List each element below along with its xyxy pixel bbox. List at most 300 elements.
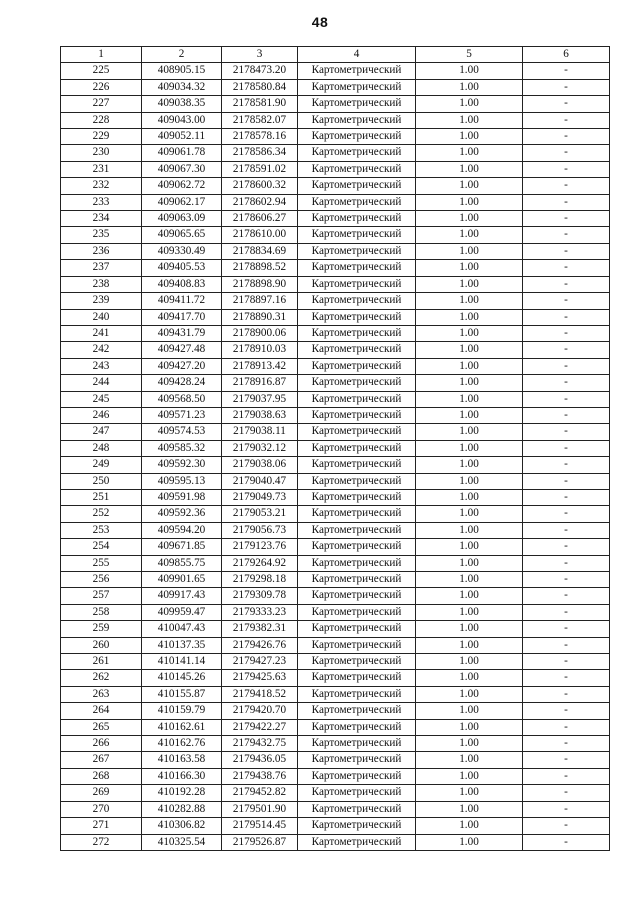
table-row [61,654,610,670]
description-cell: - [523,194,610,210]
point-number-cell: 237 [61,260,142,276]
y-coordinate-cell: 2179501.90 [222,801,298,817]
description-cell: - [523,703,610,719]
description-cell: - [523,178,610,194]
description-cell: - [523,325,610,341]
method-cell: Картометрический [298,703,416,719]
x-coordinate-cell: 410192.28 [142,785,222,801]
accuracy-cell: 1.00 [416,63,523,79]
y-coordinate-cell: 2179422.27 [222,719,298,735]
y-coordinate-cell: 2178591.02 [222,161,298,177]
method-cell: Картометрический [298,342,416,358]
accuracy-cell: 1.00 [416,719,523,735]
method-cell: Картометрический [298,654,416,670]
method-cell: Картометрический [298,309,416,325]
method-cell: Картометрический [298,522,416,538]
table-row [61,801,610,817]
y-coordinate-cell: 2179420.70 [222,703,298,719]
table-row [61,736,610,752]
method-cell: Картометрический [298,440,416,456]
accuracy-cell: 1.00 [416,457,523,473]
description-cell: - [523,227,610,243]
method-cell: Картометрический [298,818,416,834]
table-row [61,621,610,637]
method-cell: Картометрический [298,178,416,194]
method-cell: Картометрический [298,506,416,522]
description-cell: - [523,276,610,292]
x-coordinate-cell: 409591.98 [142,489,222,505]
point-number-cell: 245 [61,391,142,407]
accuracy-cell: 1.00 [416,670,523,686]
accuracy-cell: 1.00 [416,621,523,637]
point-number-cell: 266 [61,736,142,752]
method-cell: Картометрический [298,588,416,604]
x-coordinate-cell: 409330.49 [142,243,222,259]
y-coordinate-cell: 2179425.63 [222,670,298,686]
description-cell: - [523,719,610,735]
x-coordinate-cell: 410325.54 [142,834,222,850]
x-coordinate-cell: 409855.75 [142,555,222,571]
point-number-cell: 241 [61,325,142,341]
column-header: 3 [222,47,298,63]
method-cell: Картометрический [298,276,416,292]
point-number-cell: 240 [61,309,142,325]
x-coordinate-cell: 409917.43 [142,588,222,604]
method-cell: Картометрический [298,768,416,784]
column-header: 1 [61,47,142,63]
x-coordinate-cell: 409428.24 [142,375,222,391]
description-cell: - [523,604,610,620]
point-number-cell: 225 [61,63,142,79]
point-number-cell: 262 [61,670,142,686]
y-coordinate-cell: 2179436.05 [222,752,298,768]
description-cell: - [523,834,610,850]
point-number-cell: 257 [61,588,142,604]
accuracy-cell: 1.00 [416,260,523,276]
accuracy-cell: 1.00 [416,276,523,292]
y-coordinate-cell: 2178900.06 [222,325,298,341]
table-row [61,768,610,784]
x-coordinate-cell: 410159.79 [142,703,222,719]
y-coordinate-cell: 2178898.52 [222,260,298,276]
description-cell: - [523,161,610,177]
point-number-cell: 250 [61,473,142,489]
x-coordinate-cell: 409571.23 [142,407,222,423]
point-number-cell: 244 [61,375,142,391]
x-coordinate-cell: 409065.65 [142,227,222,243]
accuracy-cell: 1.00 [416,637,523,653]
y-coordinate-cell: 2178602.94 [222,194,298,210]
description-cell: - [523,63,610,79]
accuracy-cell: 1.00 [416,440,523,456]
y-coordinate-cell: 2178913.42 [222,358,298,374]
accuracy-cell: 1.00 [416,178,523,194]
y-coordinate-cell: 2178578.16 [222,129,298,145]
description-cell: - [523,358,610,374]
x-coordinate-cell: 409052.11 [142,129,222,145]
description-cell: - [523,539,610,555]
x-coordinate-cell: 410282.88 [142,801,222,817]
accuracy-cell: 1.00 [416,243,523,259]
point-number-cell: 252 [61,506,142,522]
table-row [61,129,610,145]
method-cell: Картометрический [298,719,416,735]
description-cell: - [523,506,610,522]
y-coordinate-cell: 2179038.06 [222,457,298,473]
x-coordinate-cell: 409595.13 [142,473,222,489]
table-row [61,211,610,227]
accuracy-cell: 1.00 [416,79,523,95]
accuracy-cell: 1.00 [416,818,523,834]
y-coordinate-cell: 2179427.23 [222,654,298,670]
y-coordinate-cell: 2179037.95 [222,391,298,407]
method-cell: Картометрический [298,375,416,391]
method-cell: Картометрический [298,801,416,817]
table-row [61,161,610,177]
column-header: 5 [416,47,523,63]
method-cell: Картометрический [298,473,416,489]
accuracy-cell: 1.00 [416,654,523,670]
y-coordinate-cell: 2179514.45 [222,818,298,834]
y-coordinate-cell: 2179032.12 [222,440,298,456]
description-cell: - [523,588,610,604]
y-coordinate-cell: 2179438.76 [222,768,298,784]
table-header [61,47,610,63]
accuracy-cell: 1.00 [416,96,523,112]
point-number-cell: 249 [61,457,142,473]
table-row [61,325,610,341]
method-cell: Картометрический [298,325,416,341]
header-row [61,47,610,63]
table-row [61,588,610,604]
x-coordinate-cell: 409427.48 [142,342,222,358]
y-coordinate-cell: 2178610.00 [222,227,298,243]
point-number-cell: 226 [61,79,142,95]
method-cell: Картометрический [298,736,416,752]
method-cell: Картометрический [298,686,416,702]
y-coordinate-cell: 2179053.21 [222,506,298,522]
accuracy-cell: 1.00 [416,145,523,161]
table-row [61,440,610,456]
method-cell: Картометрический [298,752,416,768]
method-cell: Картометрический [298,407,416,423]
description-cell: - [523,407,610,423]
description-cell: - [523,768,610,784]
x-coordinate-cell: 409568.50 [142,391,222,407]
accuracy-cell: 1.00 [416,555,523,571]
x-coordinate-cell: 409405.53 [142,260,222,276]
x-coordinate-cell: 409062.72 [142,178,222,194]
point-number-cell: 272 [61,834,142,850]
point-number-cell: 238 [61,276,142,292]
accuracy-cell: 1.00 [416,424,523,440]
table-row [61,260,610,276]
table-row [61,358,610,374]
point-number-cell: 231 [61,161,142,177]
description-cell: - [523,293,610,309]
accuracy-cell: 1.00 [416,736,523,752]
point-number-cell: 254 [61,539,142,555]
x-coordinate-cell: 409067.30 [142,161,222,177]
x-coordinate-cell: 410162.61 [142,719,222,735]
accuracy-cell: 1.00 [416,129,523,145]
y-coordinate-cell: 2178834.69 [222,243,298,259]
y-coordinate-cell: 2179432.75 [222,736,298,752]
x-coordinate-cell: 410162.76 [142,736,222,752]
description-cell: - [523,375,610,391]
x-coordinate-cell: 408905.15 [142,63,222,79]
table-row [61,96,610,112]
y-coordinate-cell: 2179333.23 [222,604,298,620]
y-coordinate-cell: 2179298.18 [222,572,298,588]
point-number-cell: 271 [61,818,142,834]
y-coordinate-cell: 2179426.76 [222,637,298,653]
table-row [61,555,610,571]
accuracy-cell: 1.00 [416,391,523,407]
method-cell: Картометрический [298,211,416,227]
table-row [61,178,610,194]
x-coordinate-cell: 409061.78 [142,145,222,161]
table-row [61,424,610,440]
method-cell: Картометрический [298,834,416,850]
y-coordinate-cell: 2178606.27 [222,211,298,227]
method-cell: Картометрический [298,424,416,440]
accuracy-cell: 1.00 [416,375,523,391]
table-row [61,391,610,407]
x-coordinate-cell: 409592.30 [142,457,222,473]
y-coordinate-cell: 2179038.11 [222,424,298,440]
x-coordinate-cell: 409574.53 [142,424,222,440]
accuracy-cell: 1.00 [416,407,523,423]
point-number-cell: 232 [61,178,142,194]
accuracy-cell: 1.00 [416,161,523,177]
y-coordinate-cell: 2179526.87 [222,834,298,850]
method-cell: Картометрический [298,293,416,309]
y-coordinate-cell: 2178581.90 [222,96,298,112]
x-coordinate-cell: 409408.83 [142,276,222,292]
method-cell: Картометрический [298,112,416,128]
description-cell: - [523,801,610,817]
table-row [61,489,610,505]
x-coordinate-cell: 409431.79 [142,325,222,341]
description-cell: - [523,440,610,456]
method-cell: Картометрический [298,227,416,243]
y-coordinate-cell: 2178586.34 [222,145,298,161]
accuracy-cell: 1.00 [416,211,523,227]
x-coordinate-cell: 409062.17 [142,194,222,210]
description-cell: - [523,686,610,702]
table-row [61,276,610,292]
point-number-cell: 230 [61,145,142,161]
method-cell: Картометрический [298,129,416,145]
description-cell: - [523,752,610,768]
description-cell: - [523,621,610,637]
point-number-cell: 256 [61,572,142,588]
point-number-cell: 263 [61,686,142,702]
method-cell: Картометрический [298,194,416,210]
point-number-cell: 264 [61,703,142,719]
table-row [61,457,610,473]
coordinates-table [60,46,610,851]
point-number-cell: 258 [61,604,142,620]
description-cell: - [523,522,610,538]
column-header: 6 [523,47,610,63]
description-cell: - [523,736,610,752]
column-header: 4 [298,47,416,63]
description-cell: - [523,489,610,505]
point-number-cell: 265 [61,719,142,735]
accuracy-cell: 1.00 [416,293,523,309]
method-cell: Картометрический [298,489,416,505]
accuracy-cell: 1.00 [416,522,523,538]
point-number-cell: 270 [61,801,142,817]
x-coordinate-cell: 410137.35 [142,637,222,653]
description-cell: - [523,96,610,112]
accuracy-cell: 1.00 [416,342,523,358]
x-coordinate-cell: 409959.47 [142,604,222,620]
method-cell: Картометрический [298,539,416,555]
description-cell: - [523,260,610,276]
y-coordinate-cell: 2179309.78 [222,588,298,604]
x-coordinate-cell: 409592.36 [142,506,222,522]
table-row [61,293,610,309]
table-row [61,785,610,801]
x-coordinate-cell: 410155.87 [142,686,222,702]
column-header: 2 [142,47,222,63]
table-row [61,309,610,325]
accuracy-cell: 1.00 [416,112,523,128]
point-number-cell: 239 [61,293,142,309]
x-coordinate-cell: 409417.70 [142,309,222,325]
table-row [61,342,610,358]
x-coordinate-cell: 409671.85 [142,539,222,555]
point-number-cell: 228 [61,112,142,128]
point-number-cell: 243 [61,358,142,374]
table-row [61,670,610,686]
accuracy-cell: 1.00 [416,604,523,620]
method-cell: Картометрический [298,161,416,177]
description-cell: - [523,211,610,227]
accuracy-cell: 1.00 [416,686,523,702]
accuracy-cell: 1.00 [416,227,523,243]
table-row [61,604,610,620]
x-coordinate-cell: 410141.14 [142,654,222,670]
y-coordinate-cell: 2179382.31 [222,621,298,637]
y-coordinate-cell: 2179452.82 [222,785,298,801]
table-row [61,407,610,423]
accuracy-cell: 1.00 [416,834,523,850]
point-number-cell: 227 [61,96,142,112]
table-row [61,79,610,95]
y-coordinate-cell: 2179264.92 [222,555,298,571]
page-number: 48 [311,14,329,30]
point-number-cell: 261 [61,654,142,670]
description-cell: - [523,670,610,686]
description-cell: - [523,572,610,588]
method-cell: Картометрический [298,604,416,620]
x-coordinate-cell: 410166.30 [142,768,222,784]
method-cell: Картометрический [298,555,416,571]
method-cell: Картометрический [298,670,416,686]
y-coordinate-cell: 2178582.07 [222,112,298,128]
method-cell: Картометрический [298,358,416,374]
x-coordinate-cell: 409038.35 [142,96,222,112]
x-coordinate-cell: 409585.32 [142,440,222,456]
point-number-cell: 248 [61,440,142,456]
x-coordinate-cell: 409427.20 [142,358,222,374]
accuracy-cell: 1.00 [416,489,523,505]
y-coordinate-cell: 2178473.20 [222,63,298,79]
x-coordinate-cell: 409594.20 [142,522,222,538]
description-cell: - [523,424,610,440]
accuracy-cell: 1.00 [416,325,523,341]
point-number-cell: 242 [61,342,142,358]
y-coordinate-cell: 2178580.84 [222,79,298,95]
point-number-cell: 267 [61,752,142,768]
point-number-cell: 268 [61,768,142,784]
table-row [61,686,610,702]
x-coordinate-cell: 409901.65 [142,572,222,588]
description-cell: - [523,457,610,473]
accuracy-cell: 1.00 [416,506,523,522]
table-row [61,637,610,653]
table-row [61,719,610,735]
point-number-cell: 253 [61,522,142,538]
method-cell: Картометрический [298,457,416,473]
point-number-cell: 235 [61,227,142,243]
table-row [61,522,610,538]
accuracy-cell: 1.00 [416,572,523,588]
description-cell: - [523,637,610,653]
y-coordinate-cell: 2179038.63 [222,407,298,423]
x-coordinate-cell: 410306.82 [142,818,222,834]
description-cell: - [523,785,610,801]
method-cell: Картометрический [298,145,416,161]
x-coordinate-cell: 409063.09 [142,211,222,227]
x-coordinate-cell: 410145.26 [142,670,222,686]
accuracy-cell: 1.00 [416,801,523,817]
y-coordinate-cell: 2179040.47 [222,473,298,489]
accuracy-cell: 1.00 [416,703,523,719]
table-row [61,539,610,555]
method-cell: Картометрический [298,785,416,801]
accuracy-cell: 1.00 [416,768,523,784]
y-coordinate-cell: 2178890.31 [222,309,298,325]
point-number-cell: 246 [61,407,142,423]
method-cell: Картометрический [298,79,416,95]
point-number-cell: 255 [61,555,142,571]
method-cell: Картометрический [298,63,416,79]
point-number-cell: 247 [61,424,142,440]
table-row [61,473,610,489]
point-number-cell: 233 [61,194,142,210]
point-number-cell: 259 [61,621,142,637]
table-row [61,145,610,161]
x-coordinate-cell: 409043.00 [142,112,222,128]
method-cell: Картометрический [298,260,416,276]
table-row [61,703,610,719]
y-coordinate-cell: 2178916.87 [222,375,298,391]
table-body [61,63,610,851]
y-coordinate-cell: 2179418.52 [222,686,298,702]
accuracy-cell: 1.00 [416,588,523,604]
description-cell: - [523,145,610,161]
accuracy-cell: 1.00 [416,473,523,489]
description-cell: - [523,309,610,325]
x-coordinate-cell: 410047.43 [142,621,222,637]
method-cell: Картометрический [298,621,416,637]
table-row [61,375,610,391]
